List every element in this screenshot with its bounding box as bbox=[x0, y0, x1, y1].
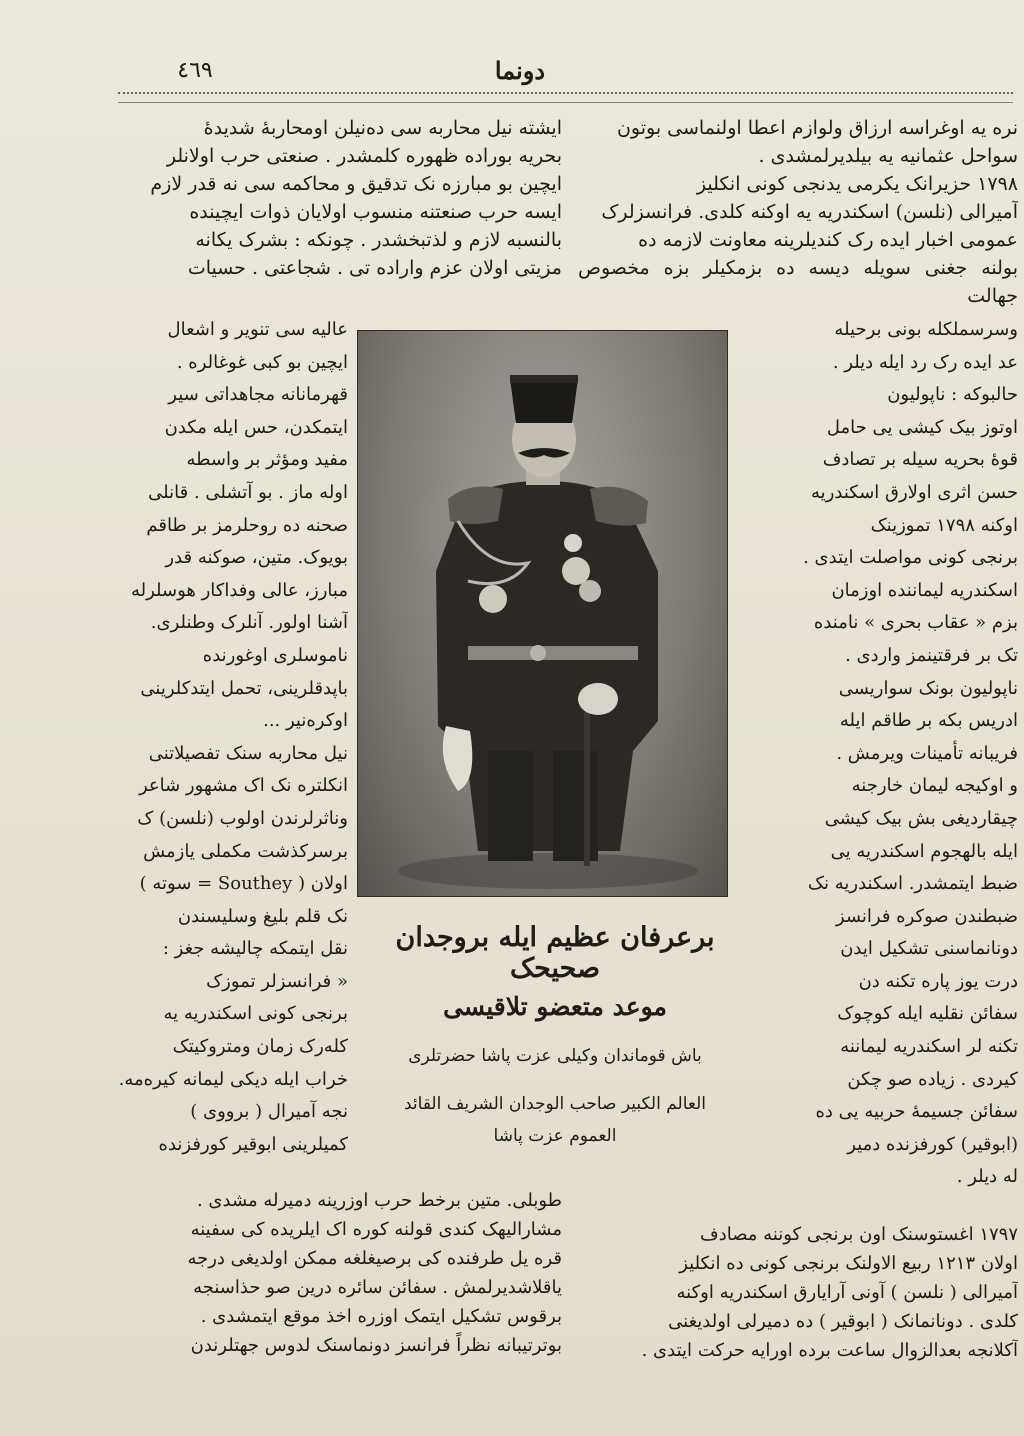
text-line: نک قلم بلیغ وسلیسندن bbox=[177, 905, 348, 927]
text-line: کیردی . زیاده صو چکن bbox=[847, 1068, 1018, 1090]
text-block-bottom-left bbox=[112, 1186, 562, 1396]
text-block-bottom-right bbox=[578, 1220, 1018, 1400]
text-line: اولان ١٢١٣ ربیع الاولنک برنجی کونی ده انکلیز bbox=[679, 1253, 1018, 1274]
text-line: حسن اثری اولارق اسکندریه bbox=[811, 481, 1018, 503]
right-column bbox=[740, 314, 1018, 1214]
text-line: نجه آمیرال ( برووی ) bbox=[190, 1101, 348, 1123]
text-line: صحنه ده روحلرمز بر طاقم bbox=[146, 514, 348, 536]
text-line: برسرکذشت مکملی یازمش bbox=[143, 840, 348, 862]
text-line: بولنه جغنی سویله دیسه ده بزمکیلر بزه مخصوص جهالت bbox=[578, 257, 1018, 307]
text-line: برنجی کونی مواصلت ایتدی . bbox=[803, 547, 1018, 569]
text-line: وسرسملکله بونی برحیله bbox=[834, 319, 1018, 340]
text-line: کمیلرینی ابوقیر کورفزنده bbox=[158, 1133, 348, 1155]
text-line: تک بر فرقتینمز واردی . bbox=[845, 644, 1018, 666]
text-block-top-left bbox=[112, 114, 562, 310]
caption-line: باش قوماندان وکیلی عزت پاشا حضرتلری bbox=[408, 1046, 702, 1066]
text-line: ایسه حرب صنعتنه منسوب اولایان ذوات ایچینده bbox=[189, 201, 562, 223]
text-line: مبارز، عالی وفداکار هوسلرله bbox=[130, 579, 348, 601]
text-line: طوبلی. متین برخط حرب اوزرینه دمیرله مشدی . bbox=[196, 1190, 562, 1211]
caption-subtitle: موعد متعضو تلاقیسی bbox=[443, 992, 667, 1021]
text-line: چیقاردیغی بش بیک کیشی bbox=[824, 807, 1018, 829]
text-line: آمیرالی (نلسن) اسکندریه یه اوکنه کلدی. فرانسزلرک bbox=[601, 201, 1018, 223]
text-line: عد ایده رک رد ایله دیلر . bbox=[832, 351, 1018, 373]
text-line: قره یل طرفنده کی برصیغلغه ممکن اولدیغی درجه bbox=[187, 1248, 562, 1269]
text-line: ١٧٩٨ حزیرانک یکرمی یدنجی کونی انکلیز bbox=[696, 173, 1018, 195]
text-line: یاقلاشدیرلمش . سفائن سائره درین صو حذاسنجه bbox=[193, 1277, 562, 1298]
text-line: باپدقلرینی، تحمل ایتدکلرینی bbox=[140, 677, 348, 699]
text-line: قهرمانانه مجاهداتی سیر bbox=[168, 384, 348, 406]
text-line: اسکندریه لیماننده اوزمان bbox=[831, 579, 1018, 601]
text-line: بحریه بوراده ظهوره کلمشدر . صنعتی حرب اولانلر bbox=[166, 145, 562, 167]
text-line: عمومی اخبار ایده رک کندیلرینه معاونت لازمه ده bbox=[638, 229, 1018, 251]
text-line: قوهٔ بحریه سیله بر تصادف bbox=[822, 449, 1018, 471]
text-line: سفائن جسیمهٔ حربیه یی ده bbox=[815, 1101, 1018, 1123]
text-line: برقوس تشکیل ایتمک اوزره اخذ موقع ایتمشدی . bbox=[200, 1306, 562, 1327]
text-line: نقل ایتمکه چالیشه جغز : bbox=[162, 938, 348, 960]
text-line: ایتمکدن، حس ایله مکدن bbox=[164, 416, 348, 438]
text-line: آکلانجه بعدالزوال ساعت برده اورایه حرکت ایتدی . bbox=[641, 1340, 1018, 1361]
text-line: له دیلر . bbox=[956, 1166, 1018, 1188]
text-line: مفید ومؤثر بر واسطه bbox=[186, 449, 348, 471]
text-line: ادریس بکه بر طاقم ایله bbox=[839, 710, 1018, 732]
text-line: عالیه سی تنویر و اشعال bbox=[167, 319, 348, 340]
text-line: بوترتیبانه نظراً فرانسز دونماسنک لدوس جهتلرندن bbox=[190, 1335, 562, 1356]
text-line: حالبوکه : ناپولیون bbox=[887, 384, 1018, 406]
text-line: آمیرالی ( نلسن ) آونی آرایارق اسکندریه اوکنه bbox=[676, 1282, 1018, 1303]
text-line: نره یه اوغراسه ارزاق ولوازم اعطا اولنماسی بوتون bbox=[616, 117, 1018, 139]
text-line: کلەرک زمان ومتروکیتک bbox=[172, 1036, 348, 1058]
text-line: ١٧٩٧ اغستوسنک اون برنجی کوننه مصادف bbox=[700, 1224, 1018, 1245]
caption-line: العموم عزت پاشا bbox=[493, 1126, 617, 1146]
text-line: اولان ( Southey = سوته ) bbox=[139, 873, 348, 895]
text-line: درت یوز پاره تکنه دن bbox=[858, 970, 1018, 992]
text-line: مشارالیهک کندی قولنه کوره اک ایلریده کی سفینه bbox=[190, 1219, 562, 1240]
text-line: اوکرەنیر ... bbox=[263, 710, 348, 732]
text-line: بالنسبه لازم و لذتبخشدر . چونکه : بشرک یکانه bbox=[195, 229, 562, 251]
text-block-top-right bbox=[578, 114, 1018, 320]
text-line: سفائن نقلیه ایله کوچوک bbox=[837, 1003, 1018, 1025]
text-line: مزیتی اولان عزم واراده تی . شجاعتی . حسیات bbox=[187, 257, 562, 279]
portrait-photo bbox=[357, 330, 728, 897]
text-line: ضبط ایتمشدر. اسکندریه نک bbox=[807, 873, 1018, 895]
text-line: انکلتره نک اک مشهور شاعر bbox=[138, 775, 348, 797]
text-line: (ابوقیر) کورفزنده دمیر bbox=[847, 1133, 1018, 1155]
text-line: و اوکیجه لیمان خارجنه bbox=[851, 775, 1018, 797]
text-line: آشنا اولور. آنلرک وطنلری. bbox=[150, 612, 348, 634]
text-line: ایچین بو کبی غوغالره . bbox=[176, 351, 348, 373]
text-line: ناموسلری اوغورنده bbox=[202, 644, 348, 666]
left-column bbox=[112, 314, 348, 1184]
text-line: اوله ماز . بو آتشلی . قانلی bbox=[148, 481, 348, 503]
text-line: بویوک. متین، صوکنه قدر bbox=[165, 547, 348, 569]
page-number: ٤٦٩ bbox=[177, 58, 213, 83]
text-line: کلدی . دونانمانک ( ابوقیر ) ده دمیرلی اولدیغنی bbox=[668, 1311, 1018, 1332]
text-line: اوکنه ١٧٩٨ تموزینک bbox=[870, 514, 1018, 536]
caption-line: العالم الکبیر صاحب الوجدان الشریف القائد bbox=[404, 1094, 706, 1114]
text-line: خراب ایله دیکی لیمانه کیرەمە. bbox=[118, 1068, 348, 1090]
text-line: وناثرلرندن اولوب (نلسن) ک bbox=[137, 807, 348, 829]
text-line: ایشته نیل محاربه سی دەنیلن اومحاربهٔ شدیدهٔ bbox=[203, 117, 562, 139]
text-line: دونانماسنی تشکیل ایدن bbox=[840, 938, 1018, 960]
text-line: ایله بالهجوم اسکندریه یی bbox=[830, 840, 1018, 862]
text-line: سواحل عثمانیه یه بیلدیرلمشدی . bbox=[758, 145, 1018, 167]
text-line: « فرانسزلر تموزک bbox=[206, 970, 348, 992]
journal-title: دونما bbox=[494, 56, 546, 85]
text-line: ایچین بو مبارزه نک تدقیق و محاکمه سی نه قدر لازم bbox=[150, 173, 562, 195]
header-rule bbox=[118, 92, 1013, 103]
text-line: بزم « عقاب بحری » نامنده bbox=[813, 612, 1018, 634]
text-line: برنجی کونی اسکندریه یه bbox=[163, 1003, 348, 1025]
text-line: ناپولیون بونک سواریسی bbox=[838, 677, 1018, 699]
caption-title: برعرفان عظیم ایله بروجدان صحیحک bbox=[395, 922, 715, 984]
text-line: ضبطندن صوکره فرانسز bbox=[835, 905, 1018, 927]
text-line: اوتوز بیک کیشی یی حامل bbox=[826, 416, 1018, 438]
text-line: فریبانه تأمینات ویرمش . bbox=[836, 742, 1018, 764]
text-line: تکنه لر اسکندریه لیماننه bbox=[840, 1036, 1018, 1058]
text-line: نیل محاربه سنک تفصیلاتنی bbox=[148, 742, 348, 764]
